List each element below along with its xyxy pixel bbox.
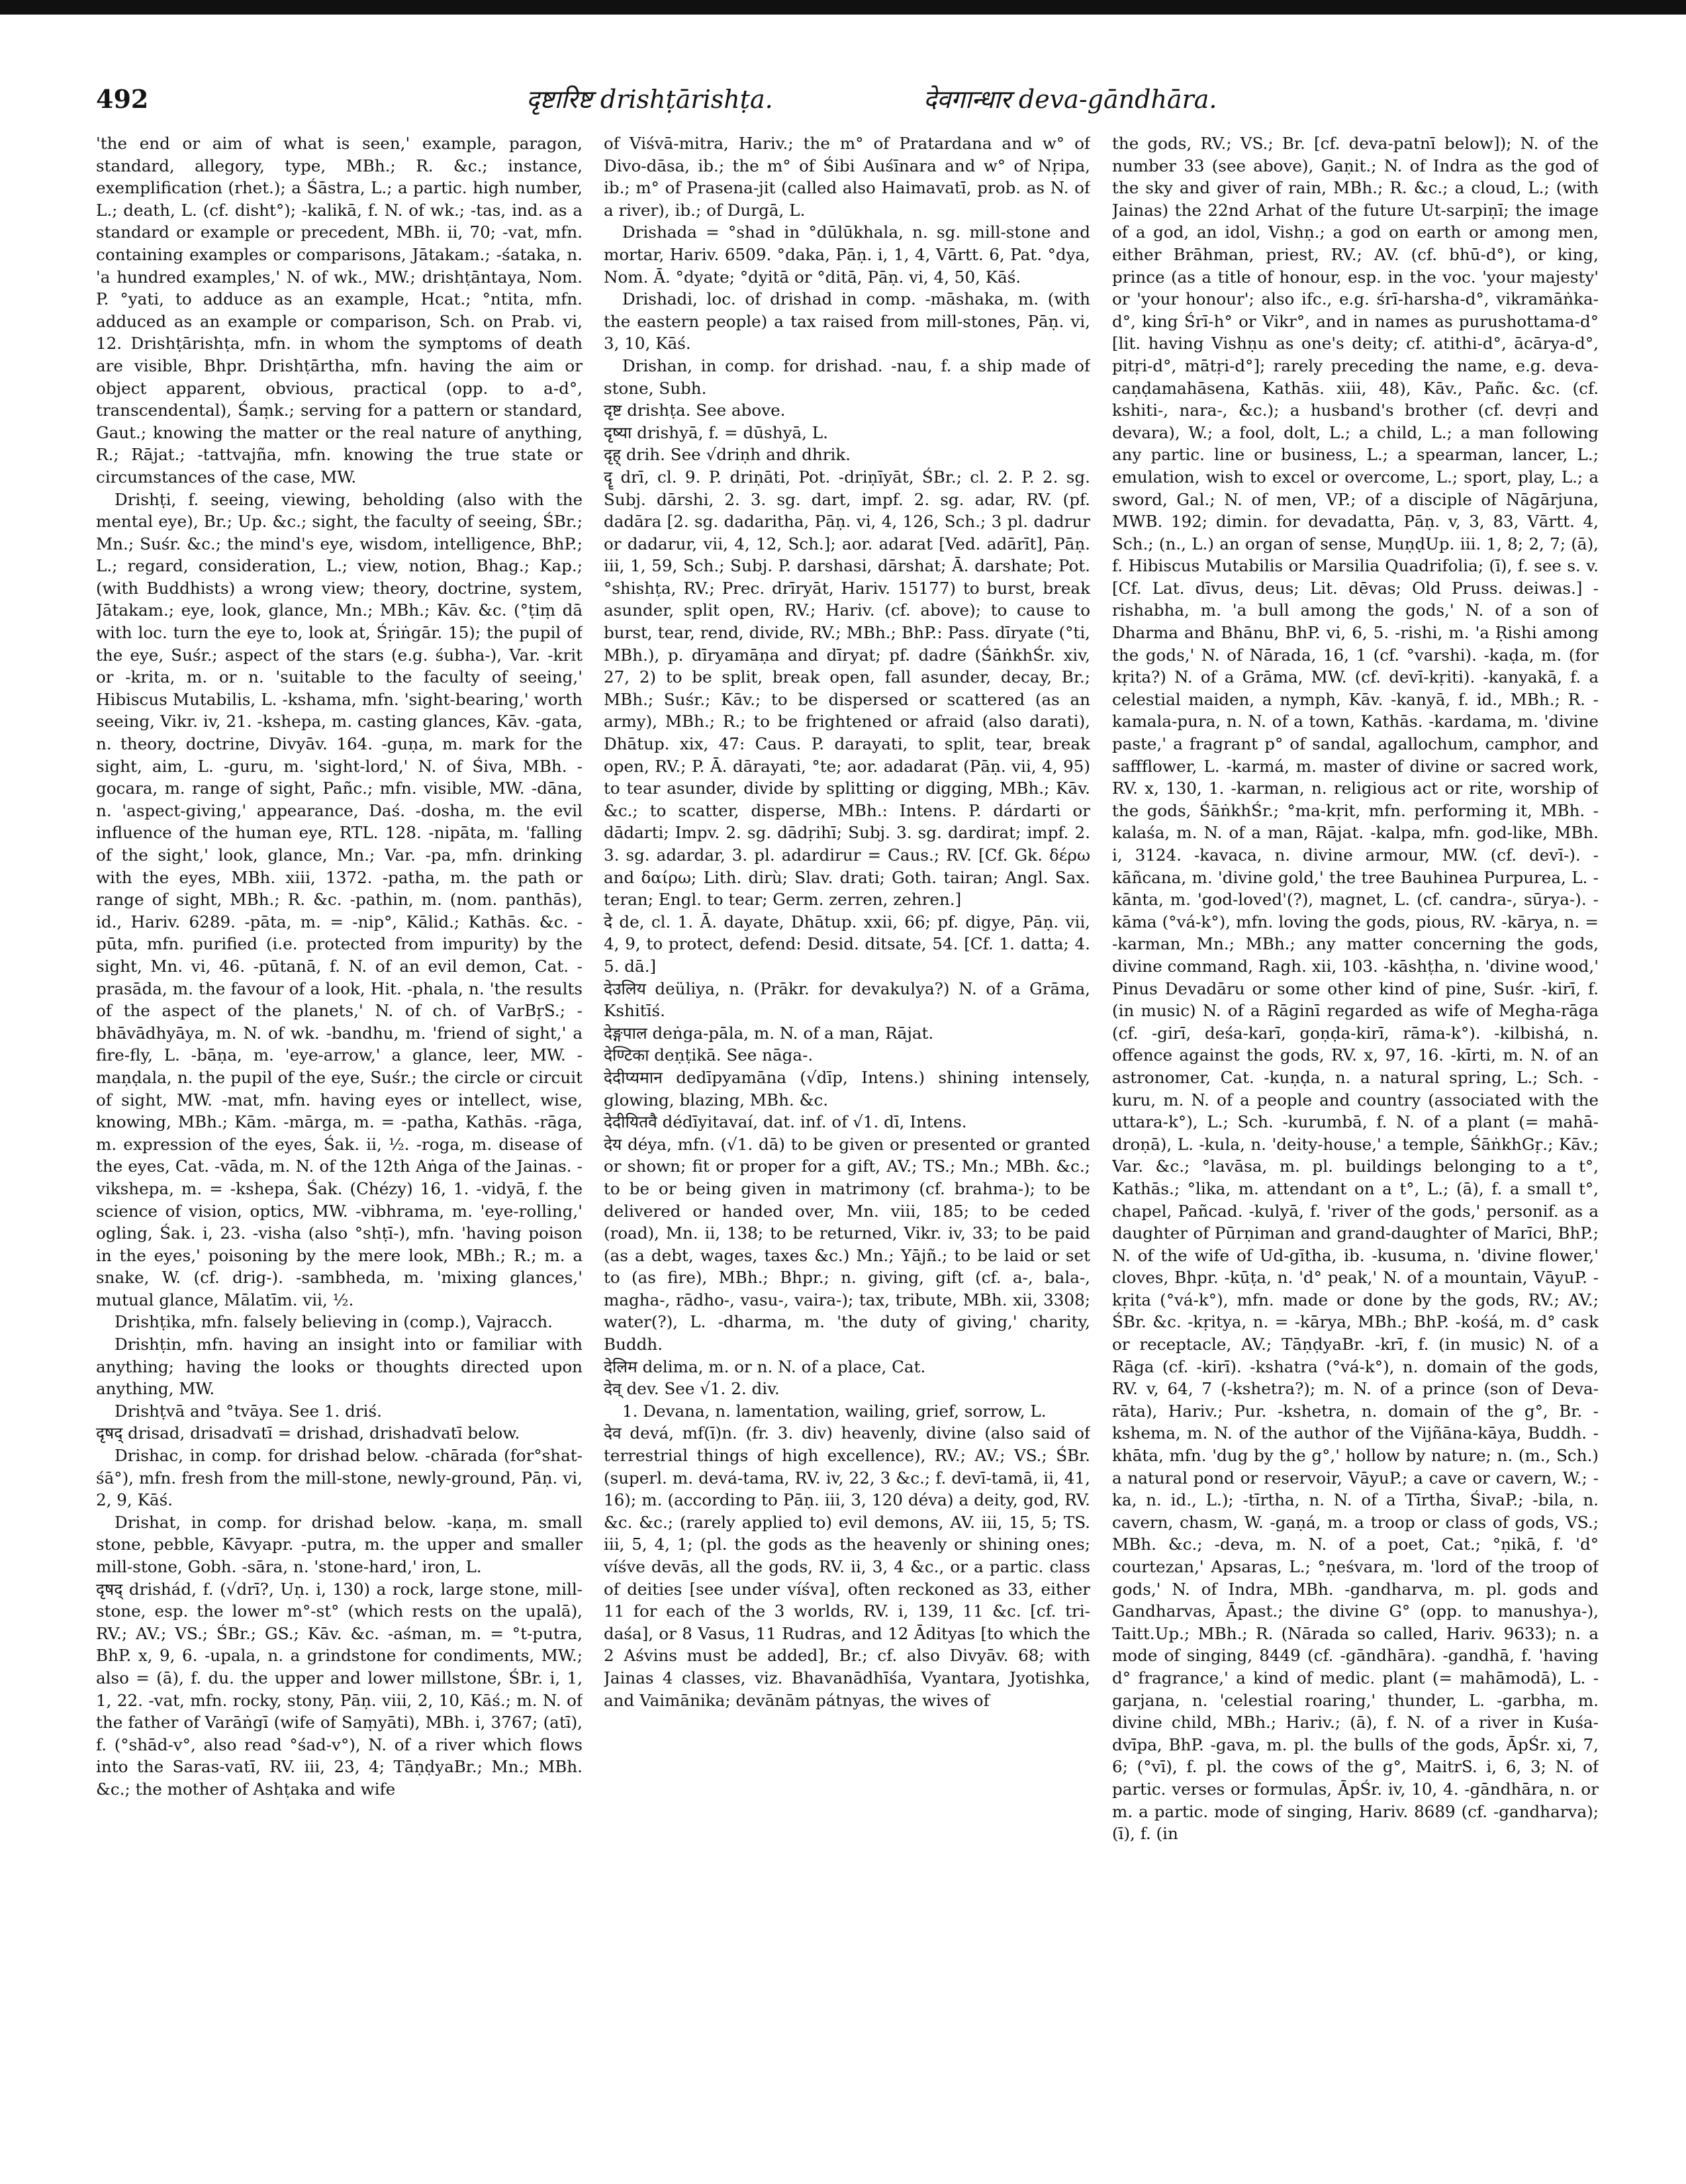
entry-de: दे de, cl. 1. Ā. dayate, Dhātup. xxii, 66; pf. digye, Pāṇ. vii, 4, 9, to protect, defend: Desid. ditsate, 54. [Cf. 1. datta; 4. 5. dā.] <box>604 912 1090 976</box>
page-number: 492 <box>96 84 149 114</box>
entry-continuation: 'the end or aim of what is seen,' example, paragon, standard, allegory, type, MBh.; R. &c.; instance, exemplification (rhet.); a Śāstra, L.; a partic. high number, L.; death, L. (cf. disht°); -kalikā, f. N. of wk.; -tas, ind. as a standard or example or precedent, MBh. ii, 70; -vat, mfn. containing examples or comparisons, Jātakam.; -śataka, n. 'a hundred examples,' N. of wk., MW.; drishṭāntaya, Nom. P. °yati, to adduce as an example, Hcat.; °ntita, mfn. adduced as an example or comparison, Sch. on Prab. vi, 12. Drishṭārishṭa, mfn. in whom the symptoms of death are visible, Bhpr. Drishṭārtha, mfn. having the aim or object apparent, obvious, practical (opp. to a-d°, transcendental), Śaṃk.; serving for a pattern or standard, Gaut.; knowing the matter or the real nature of anything, R.; Rājat.; -tattvajña, mfn. knowing the true state or circumstances of the case, MW. <box>96 134 583 487</box>
column-1 <box>96 132 583 2158</box>
page-header <box>96 79 1592 132</box>
entry-drishtva: Drishṭvā and °tvāya. See 1. driś. <box>115 1401 382 1421</box>
entry-drishan: Drishan, in comp. for drishad. -nau, f. a ship made of stone, Subh. <box>604 356 1090 398</box>
entry-dri: दॄ drī, cl. 9. P. driṇāti, Pot. -driṇīyāt, ŚBr.; cl. 2. P. 2. sg. Subj. dārshi, 2. 3. sg. dart, impf. 2. sg. adar, RV. (pf. dadāra [2. sg. dadaritha, Pāṇ. vi, 4, 126, Sch.; 3 pl. dadrur or dadarur, vii, 4, 12, Sch.]; aor. adarat [Ved. adārīt], Pāṇ. iii, 1, 59, Sch.; Subj. P. darshasi, dārshat; Ā. darshate; Pot. °shishṭa, RV.; Prec. drīryāt, Hariv. 15177) to burst, break asunder, split open, RV.; Hariv. (cf. above); to cause to burst, tear, rend, divide, RV.; MBh.; BhP.: Pass. dīryate (°ti, MBh.), p. dīryamāṇa and dīryat; pf. dadre (ŚāṅkhŚr. xiv, 27, 2) to be split, break open, fall asunder, decay, Br.; MBh.; Suśr.; Kāv.; to be dispersed or scattered (as an army), MBh.; R.; to be frightened or afraid (also darati), Dhātup. xix, 47: Caus. P. darayati, to split, tear, break open, RV.; P. Ā. dārayati, °te; aor. adadarat (Pāṇ. vii, 4, 95) to tear asunder, divide by splitting or digging, MBh.; Kāv. &c.; to scatter, disperse, MBh.: Intens. P. dárdarti or dādarti; Impv. 2. sg. dādṛihī; Subj. 3. sg. dardirat; impf. 2. 3. sg. adardar, 3. pl. adardirur = Caus.; RV. [Cf. Gk. δέρω and δαίρω; Lith. dirù; Slav. drati; Goth. tairan; Angl. Sax. teran; Engl. to tear; Germ. zerren, zehren.] <box>604 467 1090 910</box>
entry-denga-pala: देङ्गपाल deṅga-pāla, m. N. of a man, Rājat. <box>604 1023 934 1043</box>
left-guide-word: दृष्टारिष्ट drishṭārishṭa. <box>526 85 773 114</box>
entry-delima: देलिम delima, m. or n. N. of a place, Cat. <box>604 1356 926 1376</box>
entry-drishti: Drishṭi, f. seeing, viewing, beholding (also with the mental eye), Br.; Up. &c.; sight, the faculty of seeing, ŚBr.; Mn.; Suśr. &c.; the mind's eye, wisdom, intelligence, BhP.; L.; regard, consideration, L.; view, notion, Bhag.; Kap.; (with Buddhists) a wrong view; theory, doctrine, system, Jātakam.; eye, look, glance, Mn.; MBh.; Kāv. &c. (°ṭiṃ dā with loc. turn the eye to, look at, Śṛiṅgār. 15); the pupil of the eye, Suśr.; aspect of the stars (e.g. śubha-), Var. -krit or -krita, m. or n. 'suitable to the faculty of seeing,' Hibiscus Mutabilis, L. -kshama, mfn. 'sight-bearing,' worth seeing, Vikr. iv, 21. -kshepa, m. casting glances, Kāv. -gata, n. theory, doctrine, Divyāv. 164. -guṇa, m. mark for the sight, aim, L. -guru, m. 'sight-lord,' N. of Śiva, MBh. -gocara, m. range of sight, Pañc.; mfn. visible, MW. -dāna, n. 'aspect-giving,' appearance, Daś. -dosha, m. the evil influence of the human eye, RTL. 128. -nipāta, m. 'falling of the sight,' look, glance, Mn.; Var. -pa, mfn. drinking with the eyes, MBh. xiii, 1372. -patha, m. the path or range of sight, MBh.; R. &c. -pathin, m. (nom. panthās), id., Hariv. 6289. -pāta, m. = -nip°, Kālid.; Kathās. &c. -pūta, mfn. purified (i.e. protected from impurity) by the sight, Mn. vi, 46. -pūtanā, f. N. of an evil demon, Cat. -prasāda, m. the favour of a look, Hit. -phala, n. 'the results of the aspect of the planets,' N. of ch. of VarBṛS.; -bhāvādhyāya, m. N. of wk. -bandhu, m. 'friend of sight,' a fire-fly, L. -bāṇa, m. 'eye-arrow,' a glance, leer, MW. -maṇḍala, n. the pupil of the eye, Suśr.; the circle or circuit of sight, MW. -mat, mfn. having eyes or intellect, wise, knowing, MBh.; Kām. -mārga, m. = -patha, Kathās. -rāga, m. expression of the eyes, Śak. ii, ½. -roga, m. disease of the eyes, Cat. -vāda, m. N. of the 12th Aṅga of the Jainas. -vikshepa, m. = -kshepa, Śak. (Chézy) 16, 1. -vidyā, f. the science of vision, optics, MW. -vibhrama, m. 'eye-rolling,' ogling, Śak. i, 23. -visha (also °shṭī-), mfn. 'having poison in the eyes,' poisoning by the mere look, MBh.; R.; m. a snake, W. (cf. drig-). -sambheda, m. 'mixing glances,' mutual glance, Mālatīm. vii, ½. <box>96 489 583 1309</box>
column-2 <box>604 132 1090 2158</box>
entry-drishtin: Drishṭin, mfn. having an insight into or familiar with anything; having the looks or thoughts directed upon anything, MW. <box>96 1335 583 1399</box>
entry-drishad: दृषद् drishád, f. (√drī?, Uṇ. i, 130) a rock, large stone, mill-stone, esp. the lower m°-st° (which rests on the upalā), RV.; AV.; VS.; ŚBr.; GS.; Kāv. &c. -aśman, m. = °t-putra, BhP. x, 9, 6. -upala, n. a grindstone for condiments, MW.; also = (ā), f. du. the upper and lower millstone, ŚBr. i, 1, 1, 22. -vat, mfn. rocky, stony, Pāṇ. viii, 2, 10, Kāś.; m. N. of the father of Varāṅgī (wife of Saṃyāti), MBh. i, 3767; (atī), f. (°shād-v°, also read °śad-v°), N. of a river which flows into the Saras-vatī, RV. iii, 23, 4; TāṇḍyaBr.; Mn.; MBh. &c.; the mother of Ashṭaka and wife <box>96 1579 583 1799</box>
entry-dediyitavai: देदीयितवै dédīyitavaí, dat. inf. of √1. dī, Intens. <box>604 1112 967 1132</box>
entry-drih: दृह् drih. See √driṇh and dhrik. <box>604 445 851 465</box>
entry-drishat: Drishat, in comp. for drishad below. -kaṇa, m. small stone, pebble, Kāvyapr. -putra, m. the upper and smaller mill-stone, Gobh. -sāra, n. 'stone-hard,' iron, L. <box>96 1512 583 1576</box>
entry-devana: 1. Devana, n. lamentation, wailing, grief, sorrow, L. <box>622 1401 1047 1421</box>
entry-drishtika: Drishṭika, mfn. falsely believing in (comp.), Vajracch. <box>115 1312 553 1332</box>
entry-drishta: दृष्ट drishṭa. See above. <box>604 401 786 420</box>
entry-deuliya: देउलिय deüliya, n. (Prākr. for devakulya?) N. of a Grāma, Kshitīś. <box>604 978 1090 1021</box>
entry-drisad: दृषद् drisad, drisadvatī = drishad, drishadvatī below. <box>96 1423 520 1443</box>
entry-deva: देव devá, mf(ī)n. (fr. 3. div) heavenly, divine (also said of terrestrial things of high excellence), RV.; AV.; VS.; ŚBr. (superl. m. devá-tama, RV. iv, 22, 3 &c.; f. devī-tamā, ii, 41, 16); m. (according to Pāṇ. iii, 3, 120 déva) a deity, god, RV. &c. &c.; (rarely applied to) evil demons, AV. iii, 15, 5; TS. iii, 5, 4, 1; (pl. the gods as the heavenly or shining ones; víśve devās, all the gods, RV. ii, 3, 4 &c., or a partic. class of deities [see under víśva], often reckoned as 33, either 11 for each of the 3 worlds, RV. i, 139, 11 &c. [cf. tri-daśa], or 8 Vasus, 11 Rudras, and 12 Ādityas [to which the 2 Aśvins must be added], Br.; cf. also Divyāv. 68; with Jainas 4 classes, viz. Bhavanādhīśa, Vyantara, Jyotishka, and Vaimānika; devānām pátnyas, the wives of <box>604 1423 1090 1710</box>
entry-dev: देव् dev. See √1. 2. div. <box>604 1379 780 1399</box>
entry-dentika: देण्टिका deṇṭikā. See nāga-. <box>604 1045 814 1065</box>
entry-deva-continuation: the gods, RV.; VS.; Br. [cf. deva-patnī below]); N. of the number 33 (see above), Gaṇit.; N. of Indra as the god of the sky and giver of rain, MBh.; R. &c.; a cloud, L.; (with Jainas) the 22nd Arhat of the future Ut-sarpiṇī; the image of a god, an idol, Vishṇ.; a god on earth or among men, either Brāhman, priest, RV.; AV. (cf. bhū-d°), or king, prince (as a title of honour, esp. in the voc. 'your majesty' or 'your honour'; also ifc., e.g. śrī-harsha-d°, vikramāṅka-d°, king Śrī-h° or Vikr°, and in names as purushottama-d° [lit. having Vishṇu as one's deity; cf. atithi-d°, ācārya-d°, pitṛi-d°, mātṛi-d°]; rarely preceding the name, e.g. deva-caṇḍamahāsena, Kathās. xiii, 48), Kāv., Pañc. &c. (cf. kshiti-, nara-, &c.); a husband's brother (cf. devṛi and devara), W.; a fool, dolt, L.; a child, L.; a man following any partic. line or business, L.; a spearman, lancer, L.; emulation, wish to excel or overcome, L.; sport, play, L.; a sword, Gal.; N. of men, VP.; of a disciple of Nāgārjuna, MWB. 192; dimin. for devadatta, Pāṇ. v, 3, 83, Vārtt. 4, Sch.; (n., L.) an organ of sense, MuṇḍUp. iii. 1, 8; 2, 7; (ā), f. Hibiscus Mutabilis or Marsilia Quadrifolia; (ī), f. see s. v. [Cf. Lat. dīvus, deus; Lit. dēvas; Old Pruss. deiwas.] -rishabha, m. 'a bull among the gods,' N. of a son of Dharma and Bhānu, BhP. vi, 6, 5. -rishi, m. 'a Ṛishi among the gods,' N. of Nārada, 16, 1 (cf. °varshi). -kaḍa, m. (for kṛita?) N. of a Grāma, MW. (cf. devī-kṛiti). -kanyakā, f. a celestial maiden, a nymph, Kāv. -kanyā, f. id., MBh.; R. -kamala-pura, n. N. of a town, Kathās. -kardama, m. 'divine paste,' a fragrant p° of sandal, agallochum, camphor, and saffflower, L. -karmá, m. master of divine or sacred work, RV. x, 130, 1. -karman, n. religious act or rite, worship of the gods, ŚāṅkhŚr.; °ma-kṛit, mfn. performing it, MBh. -kalaśa, m. N. of a man, Rājat. -kalpa, mfn. god-like, MBh. i, 3124. -kavaca, n. divine armour, MW. (cf. devī-). -kāñcana, m. 'divine gold,' the tree Bauhinea Purpurea, L. -kānta, m. 'god-loved'(?), magnet, L. (cf. candra-, sūrya-). -kāma (°vá-k°), mfn. loving the gods, pious, RV. -kārya, n. = -karman, Mn.; MBh.; any matter concerning the gods, divine command, Ragh. xii, 103. -kāshṭha, n. 'divine wood,' Pinus Devadāru or some other kind of pine, Suśr. -kirī, f. (in music) N. of a Rāginī regarded as wife of Megha-rāga (cf. -girī, deśa-karī, goṇḍa-kirī, rāma-k°). -kilbishá, n. offence against the gods, RV. x, 97, 16. -kīrti, m. N. of an astronomer, Cat. -kuṇḍa, n. a natural spring, L.; Sch. -kuru, m. N. of a people and country (associated with the uttara-k°), L.; Sch. -kurumbā, f. N. of a plant (= mahā-droṇā), L. -kula, n. 'deity-house,' a temple, ŚāṅkhGṛ.; Kāv.; Var. &c.; °lavāsa, m. pl. buildings belonging to a t°, Kathās.; °lika, m. attendant on a t°, L.; (ā), f. a small t°, chapel, Pañcad. -kulyā, f. 'river of the gods,' personif. as a daughter of Pūrṇiman and grand-daughter of Marīci, BhP.; N. of the wife of Ud-gītha, ib. -kusuma, n. 'divine flower,' cloves, Bhpr. -kūṭa, n. 'd° peak,' N. of a mountain, VāyuP. -kṛita (°vá-k°), mfn. made or done by the gods, RV.; AV.; ŚBr. &c. -kṛitya, n. = -kārya, MBh.; BhP. -kośá, m. d° cask or receptacle, AV.; TāṇḍyaBr. -krī, f. (in music) N. of a Rāga (cf. -kirī). -kshatra (°vá-k°), n. domain of the gods, RV. v, 64, 7 (-kshetra?); m. N. of a prince (son of Deva-rāta), Hariv.; Pur. -kshetra, n. domain of the g°, Br. -kshema, m. N. of the author of the Vijñāna-kāya, Buddh. -khāta, mfn. 'dug by the g°,' hollow by nature; n. (m., Sch.) a natural pond or reservoir, VāyuP.; a cave or cavern, W.; -ka, n. id., L.); -tīrtha, n. N. of a Tīrtha, ŚivaP.; -bila, n. cavern, chasm, W. -gaṇá, m. a troop or class of gods, VS.; MBh. &c.; -deva, m. N. of a poet, Cat.; °ṇikā, f. 'd° courtezan,' Apsaras, L.; °ṇeśvara, m. 'lord of the troop of gods,' N. of Indra, MBh. -gandharva, m. pl. gods and Gandharvas, Āpast.; the divine G° (opp. to manushya-), Taitt.Up.; MBh.; R. (Nārada so called, Hariv. 9633); n. a mode of singing, 8449 (cf. -gāndhāra). -gandhā, f. 'having d° fragrance,' a kind of medic. plant (= mahāmodā), L. -garjana, n. 'celestial roaring,' thunder, L. -garbha, m. divine child, MBh.; Hariv.; (ā), f. N. of a river in Kuśa-dvīpa, BhP. -gava, m. pl. the bulls of the gods, ĀpŚr. xi, 7, 6; (°vī), f. pl. the cows of the g°, MaitrS. i, 6, 3; N. of partic. verses or formulas, ĀpŚr. iv, 10, 4. -gāndhāra, n. or m. a partic. mode of singing, Hariv. 8689 (cf. -gandharva); (ī), f. (in <box>1112 134 1599 1844</box>
entry-drishadi: Drishadi, loc. of drishad in comp. -māshaka, m. (with the eastern people) a tax raised from mill-stones, Pāṇ. vi, 3, 10, Kāś. <box>604 289 1090 354</box>
column-3 <box>1112 132 1599 2158</box>
entry-dedipyamana: देदीप्यमान dedīpyamāna (√dīp, Intens.) shining intensely, glowing, blazing, MBh. &c. <box>604 1067 1090 1110</box>
entry-drishac: Drishac, in comp. for drishad below. -chārada (for°shat-śā°), mfn. fresh from the mill-stone, newly-ground, Pāṇ. vi, 2, 9, Kāś. <box>96 1446 583 1510</box>
entry-drishada: Drishada = °shad in °dūlūkhala, n. sg. mill-stone and mortar, Hariv. 6509. °daka, Pāṇ. i, 1, 4, Vārtt. 6, Pat. °dya, Nom. Ā. °dyate; °dyitā or °ditā, Pāṇ. vi, 4, 50, Kāś. <box>604 222 1090 287</box>
entry-continuation: of Viśvā-mitra, Hariv.; the m° of Pratardana and w° of Divo-dāsa, ib.; the m° of Śibi Auśīnara and w° of Nṛipa, ib.; m° of Prasena-jit (called also Haimavatī, prob. as N. of a river), ib.; of Durgā, L. <box>604 134 1090 220</box>
entry-deya: देय déya, mfn. (√1. dā) to be given or presented or granted or shown; fit or proper for a gift, AV.; TS.; Mn.; MBh. &c.; to be or being given in matrimony (cf. brahma-); to be delivered or handed over, Mn. viii, 185; to be ceded (road), Mn. ii, 138; to be returned, Vikr. iv, 33; to be paid (as a debt, wages, taxes &c.) Mn.; Yājñ.; to be laid or set to (as fire), MBh.; Bhpr.; n. giving, gift (cf. a-, bala-, magha-, rādho-, vasu-, vaira-); tax, tribute, MBh. xii, 3308; water(?), L. -dharma, m. 'the duty of giving,' charity, Buddh. <box>604 1134 1090 1354</box>
right-guide-word: देवगान्धार deva-gāndhāra. <box>923 85 1217 114</box>
top-border-rule <box>0 0 1686 15</box>
entry-drishya: दृष्या drishyā, f. = dūshyā, L. <box>604 422 828 442</box>
